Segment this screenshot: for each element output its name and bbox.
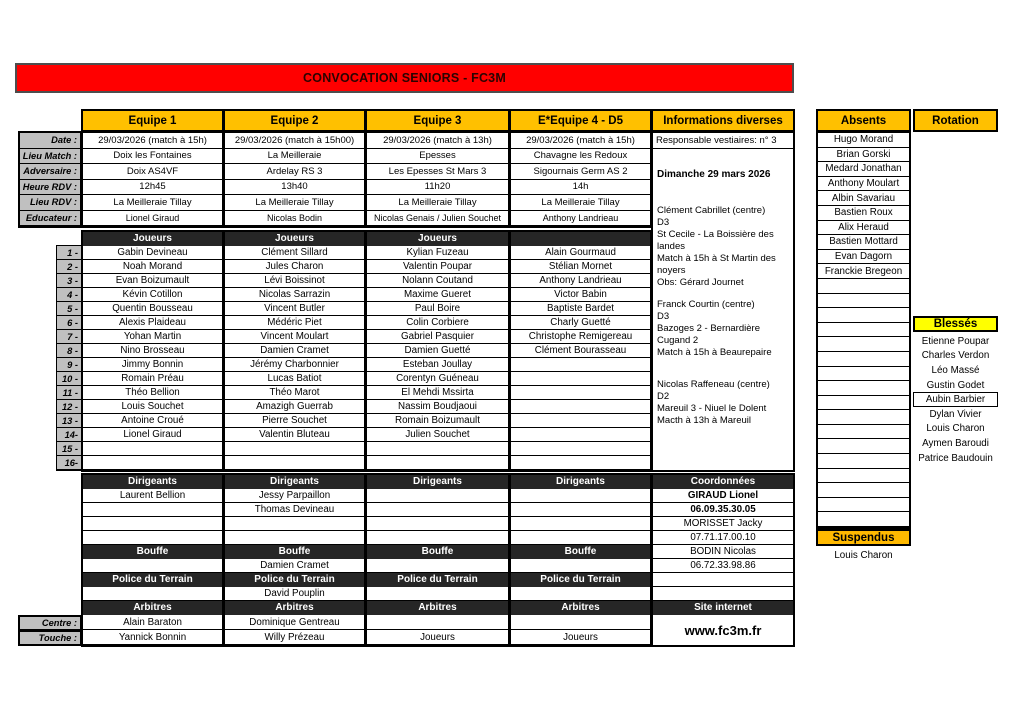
dirigeant-cell — [367, 489, 508, 503]
site-internet-cell — [653, 615, 793, 645]
player-number-label: 15 - — [57, 442, 81, 456]
team4-players-table — [509, 230, 652, 472]
team4-heure-rdv: 14h — [511, 180, 650, 196]
player-cell: Alexis Plaideau — [83, 316, 222, 330]
player-number-label: 5 - — [57, 302, 81, 316]
team2-dirigeants — [225, 489, 364, 545]
player-cell: Maxime Gueret — [367, 288, 508, 302]
absent-name-cell: Bastien Roux — [818, 206, 909, 221]
team4-educateur: Anthony Landrieau — [511, 211, 650, 227]
player-cell: Pierre Souchet — [225, 414, 364, 428]
info-line: Obs: Gérard Journet — [657, 276, 744, 288]
team2-police — [225, 587, 364, 601]
dirigeant-cell — [511, 489, 650, 503]
player-cell: Christophe Remigereau — [511, 330, 650, 344]
player-number-label: 3 - — [57, 274, 81, 288]
player-cell: Evan Boizumault — [83, 274, 222, 288]
police-cell: David Pouplin — [225, 587, 364, 601]
player-cell: Vincent Butler — [225, 302, 364, 316]
blesse-name: Dylan Vivier — [929, 408, 982, 420]
absent-name-cell: Hugo Morand — [818, 133, 909, 148]
suspendus-list — [816, 548, 911, 562]
contact-cell: MORISSET Jacky — [653, 517, 793, 531]
info-line: D3 — [657, 310, 670, 322]
infos-block-3 — [657, 379, 789, 427]
team3-arbitre-centre — [367, 615, 508, 630]
team3-match-info — [365, 131, 510, 228]
dirigeant-cell — [225, 531, 364, 545]
dirigeant-cell: Thomas Devineau — [225, 503, 364, 517]
team4-police — [511, 587, 650, 601]
player-cell: Noah Morand — [83, 260, 222, 274]
dirigeant-cell — [83, 517, 222, 531]
player-cell — [511, 386, 650, 400]
blesse-name: Aymen Baroudi — [922, 437, 989, 449]
police-cell — [83, 587, 222, 601]
blesse-name: Gustin Godet — [926, 379, 985, 391]
team4-police-header: Police du Terrain — [511, 573, 650, 587]
blesse-name: Etienne Poupar — [921, 335, 990, 347]
team2-lieu-match: La Meilleraie — [225, 149, 364, 165]
player-cell: El Mehdi Mssirta — [367, 386, 508, 400]
info-line: Franck Courtin (centre) — [657, 298, 755, 310]
absent-name-cell: Alix Heraud — [818, 221, 909, 236]
player-cell: Clément Bourasseau — [511, 344, 650, 358]
empty-cell — [818, 308, 909, 323]
absent-name-cell: Medard Jonathan — [818, 162, 909, 177]
team4-joueurs-header — [511, 232, 650, 246]
player-cell: Valentin Poupar — [367, 260, 508, 274]
team1-players — [83, 246, 222, 470]
blesses-header: Blessés — [913, 316, 998, 332]
team1-police — [83, 587, 222, 601]
team2-joueurs-header: Joueurs — [225, 232, 364, 246]
empty-cell — [818, 323, 909, 338]
team4-lieu-rdv: La Meilleraie Tillay — [511, 195, 650, 211]
row-label: Date : — [20, 133, 80, 149]
info-line: Match à 15h à St Martin des noyers — [657, 252, 776, 276]
contact-cell: BODIN Nicolas — [653, 545, 793, 559]
player-number-label: 14- — [57, 428, 81, 442]
team2-staff-table — [223, 473, 366, 647]
team4-header: E*Equipe 4 - D5 — [509, 109, 652, 132]
absents-header: Absents — [816, 109, 911, 132]
team3-police-header: Police du Terrain — [367, 573, 508, 587]
absents-list — [816, 131, 911, 529]
player-cell — [511, 400, 650, 414]
team2-police-header: Police du Terrain — [225, 573, 364, 587]
contact-cell: GIRAUD Lionel — [653, 489, 793, 503]
empty-cell — [818, 425, 909, 440]
player-cell: Gabriel Pasquier — [367, 330, 508, 344]
team2-adversaire: Ardelay RS 3 — [225, 164, 364, 180]
police-cell — [511, 587, 650, 601]
dirigeant-cell: Laurent Bellion — [83, 489, 222, 503]
player-cell: Romain Boizumault — [367, 414, 508, 428]
rotation-header: Rotation — [913, 109, 998, 132]
player-cell: Corentyn Guéneau — [367, 372, 508, 386]
team4-dirigeants — [511, 489, 650, 545]
dirigeant-cell — [367, 531, 508, 545]
info-line: Clément Cabrillet (centre) — [657, 204, 766, 216]
player-number-label: 13 - — [57, 414, 81, 428]
empty-cell — [818, 498, 909, 513]
touche-label: Touche : — [18, 630, 82, 646]
team2-dirigeants-header: Dirigeants — [225, 475, 364, 489]
team3-arbitre-touche: Joueurs — [367, 630, 508, 645]
player-cell: Antoine Croué — [83, 414, 222, 428]
player-cell: Baptiste Bardet — [511, 302, 650, 316]
player-number-label: 16- — [57, 456, 81, 470]
player-cell: Esteban Joullay — [367, 358, 508, 372]
bouffe-cell — [83, 559, 222, 573]
player-number-labels — [56, 245, 82, 471]
player-cell — [511, 372, 650, 386]
blesse-name: Louis Charon — [926, 423, 985, 435]
title-banner — [15, 63, 794, 93]
team1-police-header: Police du Terrain — [83, 573, 222, 587]
empty-cell — [818, 294, 909, 309]
suspendus-header: Suspendus — [816, 529, 911, 546]
contact-cell: 06.09.35.30.05 — [653, 503, 793, 517]
team4-players — [511, 246, 650, 470]
contact-cell — [653, 573, 793, 587]
player-number-label: 12 - — [57, 400, 81, 414]
absents-empty-rows — [818, 279, 909, 527]
infos-date-line: Dimanche 29 mars 2026 — [657, 168, 771, 180]
player-number-label: 2 - — [57, 260, 81, 274]
team3-players — [367, 246, 508, 470]
team2-date: 29/03/2026 (match à 15h00) — [225, 133, 364, 149]
absent-name-cell: Bastien Mottard — [818, 235, 909, 250]
team3-adversaire: Les Epesses St Mars 3 — [367, 164, 508, 180]
blesse-name: Aubin Barbier — [913, 392, 998, 407]
bouffe-cell: Damien Cramet — [225, 559, 364, 573]
contact-cell — [653, 587, 793, 601]
team2-match-info — [223, 131, 366, 228]
row-label: Heure RDV : — [20, 180, 80, 196]
empty-cell — [818, 483, 909, 498]
info-line: D2 — [657, 390, 670, 402]
page-title: CONVOCATION SENIORS - FC3M — [303, 71, 506, 85]
player-cell: Jimmy Bonnin — [83, 358, 222, 372]
empty-cell — [818, 352, 909, 367]
player-cell: Jules Charon — [225, 260, 364, 274]
contact-cell: 07.71.17.00.10 — [653, 531, 793, 545]
team2-header: Equipe 2 — [223, 109, 366, 132]
player-number-label: 1 - — [57, 246, 81, 260]
team2-bouffe-header: Bouffe — [225, 545, 364, 559]
info-line: Nicolas Raffeneau (centre) — [657, 378, 770, 390]
team3-lieu-rdv: La Meilleraie Tillay — [367, 195, 508, 211]
team3-staff-table — [365, 473, 510, 647]
player-cell: Théo Bellion — [83, 386, 222, 400]
info-line: Mareuil 3 - Niuel le Dolent — [657, 402, 767, 414]
team2-arbitre-centre: Dominique Gentreau — [225, 615, 364, 630]
dirigeant-cell — [511, 531, 650, 545]
player-cell: Kylian Fuzeau — [367, 246, 508, 260]
player-cell: Lucas Batiot — [225, 372, 364, 386]
team4-bouffe — [511, 559, 650, 573]
player-cell: Quentin Bousseau — [83, 302, 222, 316]
team4-adversaire: Sigournais Germ AS 2 — [511, 164, 650, 180]
player-cell: Victor Babin — [511, 288, 650, 302]
team1-heure-rdv: 12h45 — [83, 180, 222, 196]
match-info-labels — [18, 131, 82, 228]
team3-bouffe — [367, 559, 508, 573]
empty-cell — [818, 454, 909, 469]
empty-cell — [818, 439, 909, 454]
dirigeant-cell — [83, 503, 222, 517]
empty-cell — [818, 279, 909, 294]
contact-cell: 06.72.33.98.86 — [653, 559, 793, 573]
player-cell: Nicolas Sarrazin — [225, 288, 364, 302]
dirigeant-cell — [367, 517, 508, 531]
team4-date: 29/03/2026 (match à 15h) — [511, 133, 650, 149]
info-line: St Cecile - La Boissière des landes — [657, 228, 774, 252]
player-cell: Anthony Landrieau — [511, 274, 650, 288]
player-cell: Kévin Cotillon — [83, 288, 222, 302]
team3-bouffe-header: Bouffe — [367, 545, 508, 559]
row-label: Lieu RDV : — [20, 195, 80, 211]
infos-contacts-table — [651, 473, 795, 647]
infos-block-2 — [657, 299, 789, 359]
site-internet-header: Site internet — [653, 601, 793, 615]
player-cell: Nolann Coutand — [367, 274, 508, 288]
dirigeant-cell — [225, 517, 364, 531]
player-number-label: 9 - — [57, 358, 81, 372]
player-cell — [511, 456, 650, 470]
team1-match-info — [81, 131, 224, 228]
blesses-list — [913, 334, 998, 465]
team1-educateur: Lionel Giraud — [83, 211, 222, 227]
team1-dirigeants — [83, 489, 222, 545]
team2-arbitre-touche: Willy Prézeau — [225, 630, 364, 645]
player-cell: Valentin Bluteau — [225, 428, 364, 442]
coordonnees-list — [653, 489, 793, 601]
player-cell: Nassim Boudjaoui — [367, 400, 508, 414]
police-cell — [367, 587, 508, 601]
infos-block-1 — [657, 205, 789, 289]
player-cell: Vincent Moulart — [225, 330, 364, 344]
team4-arbitre-touche: Joueurs — [511, 630, 650, 645]
player-cell: Damien Cramet — [225, 344, 364, 358]
row-label: Educateur : — [20, 211, 80, 227]
absent-name-cell: Anthony Moulart — [818, 177, 909, 192]
player-cell: Gabin Devineau — [83, 246, 222, 260]
player-cell: Yohan Martin — [83, 330, 222, 344]
bouffe-cell — [511, 559, 650, 573]
info-line: Bazoges 2 - Bernardière Cugand 2 — [657, 322, 760, 346]
player-cell: Nino Brosseau — [83, 344, 222, 358]
centre-label: Centre : — [18, 615, 82, 631]
absent-name-cell: Franckie Bregeon — [818, 264, 909, 279]
team3-arbitres-header: Arbitres — [367, 601, 508, 615]
empty-cell — [818, 367, 909, 382]
player-cell — [367, 456, 508, 470]
player-cell: Charly Guetté — [511, 316, 650, 330]
absent-name-cell: Evan Dagorn — [818, 250, 909, 265]
info-line: Match à 15h à Beaurepaire — [657, 346, 772, 358]
player-cell — [511, 428, 650, 442]
team1-arbitres-header: Arbitres — [83, 601, 222, 615]
player-cell — [225, 442, 364, 456]
team2-bouffe — [225, 559, 364, 573]
empty-cell — [818, 381, 909, 396]
team2-players-table — [223, 230, 366, 472]
team4-dirigeants-header: Dirigeants — [511, 475, 650, 489]
absents-names — [818, 133, 909, 279]
empty-cell — [818, 396, 909, 411]
empty-cell — [818, 337, 909, 352]
team1-adversaire: Doix AS4VF — [83, 164, 222, 180]
player-cell: Amazigh Guerrab — [225, 400, 364, 414]
player-cell — [225, 456, 364, 470]
team2-arbitres-header: Arbitres — [225, 601, 364, 615]
team2-players — [225, 246, 364, 470]
player-cell: Théo Marot — [225, 386, 364, 400]
team3-dirigeants — [367, 489, 508, 545]
player-number-label: 4 - — [57, 288, 81, 302]
player-cell: Julien Souchet — [367, 428, 508, 442]
team1-bouffe — [83, 559, 222, 573]
player-cell: Louis Souchet — [83, 400, 222, 414]
team1-dirigeants-header: Dirigeants — [83, 475, 222, 489]
player-cell — [83, 456, 222, 470]
infos-notes — [653, 149, 793, 427]
player-number-label: 8 - — [57, 344, 81, 358]
dirigeant-cell — [511, 503, 650, 517]
player-cell: Stélian Mornet — [511, 260, 650, 274]
team1-lieu-match: Doix les Fontaines — [83, 149, 222, 165]
player-cell — [367, 442, 508, 456]
website-link[interactable]: www.fc3m.fr — [684, 622, 762, 638]
team1-header: Equipe 1 — [81, 109, 224, 132]
player-cell: Damien Guetté — [367, 344, 508, 358]
team1-date: 29/03/2026 (match à 15h) — [83, 133, 222, 149]
player-cell: Lionel Giraud — [83, 428, 222, 442]
empty-cell — [818, 469, 909, 484]
team1-arbitre-touche: Yannick Bonnin — [83, 630, 222, 645]
player-number-label: 7 - — [57, 330, 81, 344]
player-cell — [511, 414, 650, 428]
team2-heure-rdv: 13h40 — [225, 180, 364, 196]
team2-educateur: Nicolas Bodin — [225, 211, 364, 227]
dirigeant-cell — [367, 503, 508, 517]
team3-joueurs-header: Joueurs — [367, 232, 508, 246]
blesse-name: Léo Massé — [931, 364, 980, 376]
responsable-vestiaires: Responsable vestiaires: n° 3 — [653, 133, 793, 149]
empty-cell — [818, 410, 909, 425]
player-number-label: 6 - — [57, 316, 81, 330]
dirigeant-cell: Jessy Parpaillon — [225, 489, 364, 503]
team4-match-info — [509, 131, 652, 228]
dirigeant-cell — [511, 517, 650, 531]
player-cell: Paul Boire — [367, 302, 508, 316]
player-cell — [511, 358, 650, 372]
team3-players-table — [365, 230, 510, 472]
infos-body — [651, 131, 795, 472]
team3-police — [367, 587, 508, 601]
blesse-name: Patrice Baudouin — [918, 452, 993, 464]
blesse-name: Charles Verdon — [921, 350, 990, 362]
absent-name-cell: Albin Savariau — [818, 191, 909, 206]
player-cell: Médéric Piet — [225, 316, 364, 330]
team1-lieu-rdv: La Meilleraie Tillay — [83, 195, 222, 211]
player-cell: Jérémy Charbonnier — [225, 358, 364, 372]
row-label: Lieu Match : — [20, 149, 80, 165]
team4-lieu-match: Chavagne les Redoux — [511, 149, 650, 165]
team3-date: 29/03/2026 (match à 13h) — [367, 133, 508, 149]
player-cell: Alain Gourmaud — [511, 246, 650, 260]
info-line: Macth à 13h à Mareuil — [657, 414, 751, 426]
player-cell: Clément Sillard — [225, 246, 364, 260]
info-line: D3 — [657, 216, 670, 228]
player-cell — [511, 442, 650, 456]
team3-header: Equipe 3 — [365, 109, 510, 132]
bouffe-cell — [367, 559, 508, 573]
player-number-label: 11 - — [57, 386, 81, 400]
team4-staff-table — [509, 473, 652, 647]
team1-staff-table — [81, 473, 224, 647]
empty-cell — [818, 512, 909, 527]
absent-name-cell: Brian Gorski — [818, 148, 909, 163]
player-cell — [83, 442, 222, 456]
player-number-label: 10 - — [57, 372, 81, 386]
team4-bouffe-header: Bouffe — [511, 545, 650, 559]
player-cell: Lévi Boissinot — [225, 274, 364, 288]
suspendu-name: Louis Charon — [834, 549, 893, 561]
infos-header: Informations diverses — [651, 109, 795, 132]
dirigeant-cell — [83, 531, 222, 545]
team3-dirigeants-header: Dirigeants — [367, 475, 508, 489]
team1-arbitre-centre: Alain Baraton — [83, 615, 222, 630]
team3-educateur: Nicolas Genais / Julien Souchet — [367, 211, 508, 227]
coordonnees-header: Coordonnées — [653, 475, 793, 489]
team1-joueurs-header: Joueurs — [83, 232, 222, 246]
player-cell: Romain Préau — [83, 372, 222, 386]
team4-arbitres-header: Arbitres — [511, 601, 650, 615]
team1-players-table — [81, 230, 224, 472]
team3-lieu-match: Epesses — [367, 149, 508, 165]
player-cell: Colin Corbiere — [367, 316, 508, 330]
team4-arbitre-centre — [511, 615, 650, 630]
team3-heure-rdv: 11h20 — [367, 180, 508, 196]
row-label: Adversaire : — [20, 164, 80, 180]
team2-lieu-rdv: La Meilleraie Tillay — [225, 195, 364, 211]
team1-bouffe-header: Bouffe — [83, 545, 222, 559]
